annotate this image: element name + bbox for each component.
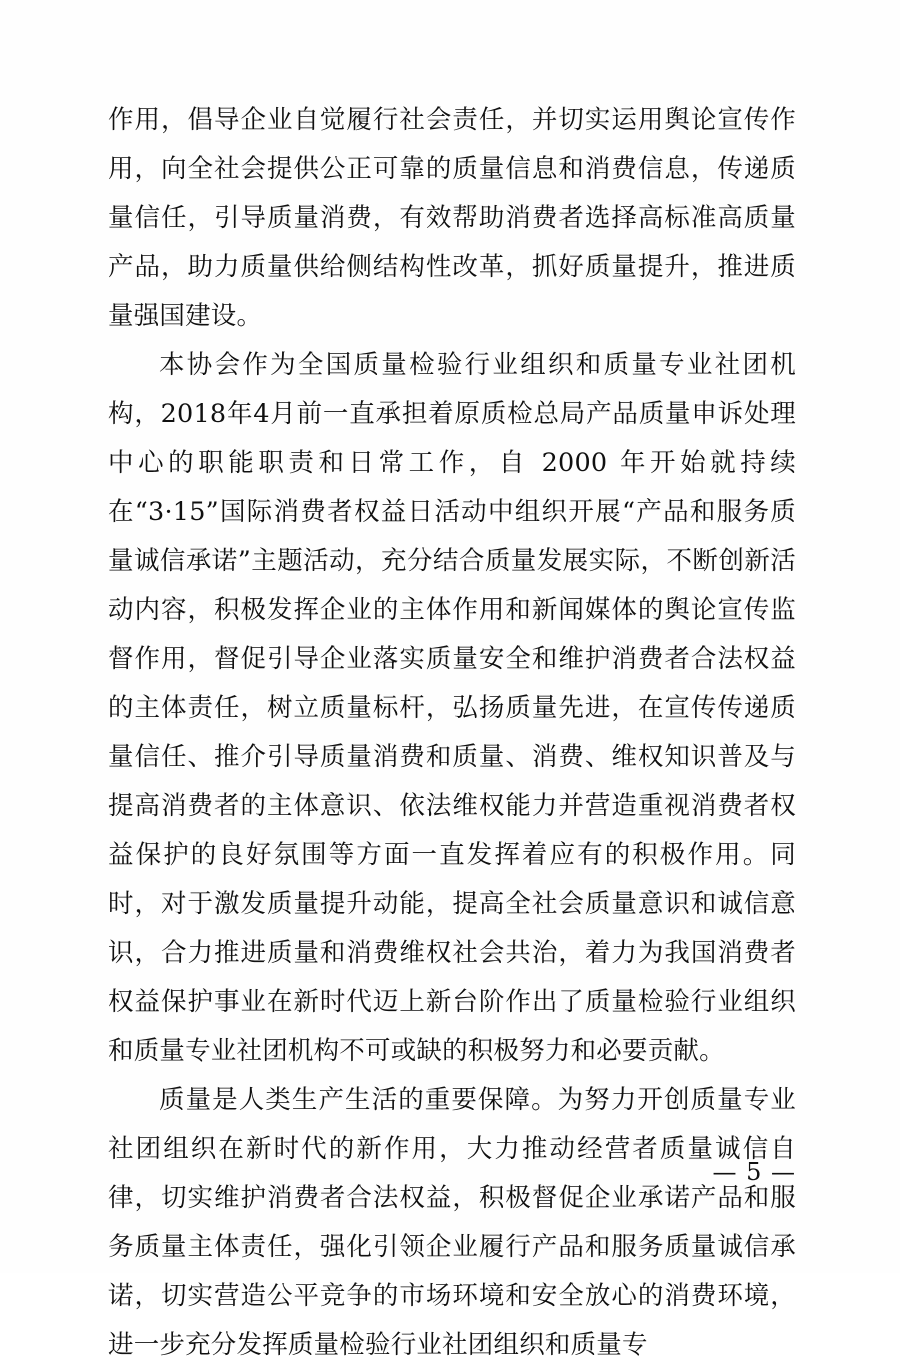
paragraph: 本协会作为全国质量检验行业组织和质量专业社团机构，2018年4月前一直承担着原质检总局产品质量申诉处理中心的职能职责和日常工作，自 2000 年开始就持续在“3·15”国际消费者权益日活动中组织开展“产品和服务质量诚信承诺”主题活动，充分结合质量发展实际，不断创新活动内容，积极发挥企业的主体作用和新闻媒体的舆论宣传监督作用，督促引导企业落实质量安全和维护消费者合法权益的主体责任，树立质量标杆，弘扬质量先进，在宣传传递质量信任、推介引导质量消费和质量、消费、维权知识普及与提高消费者的主体意识、依法维权能力并营造重视消费者权益保护的良好氛围等方面一直发挥着应有的积极作用。同时，对于激发质量提升动能，提高全社会质量意识和诚信意识，合力推进质量和消费维权社会共治，着力为我国消费者权益保护事业在新时代迈上新台阶作出了质量检验行业组织和质量专业社团机构不可或缺的积极努力和必要贡献。 — [108, 350, 796, 1066]
page-body — [108, 96, 796, 1370]
page-number: — 5 — — [712, 1158, 796, 1186]
paragraph: 质量是人类生产生活的重要保障。为努力开创质量专业社团组织在新时代的新作用，大力推动经营者质量诚信自律，切实维护消费者合法权益，积极督促企业承诺产品和服务质量主体责任，强化引领企业履行产品和服务质量诚信承诺，切实营造公平竞争的市场环境和安全放心的消费环境，进一步充分发挥质量检验行业社团组织和质量专 — [108, 1085, 796, 1360]
paragraph: 作用，倡导企业自觉履行社会责任，并切实运用舆论宣传作用，向全社会提供公正可靠的质量信息和消费信息，传递质量信任，引导质量消费，有效帮助消费者选择高标准高质量产品，助力质量供给侧结构性改革，抓好质量提升，推进质量强国建设。 — [108, 105, 796, 331]
